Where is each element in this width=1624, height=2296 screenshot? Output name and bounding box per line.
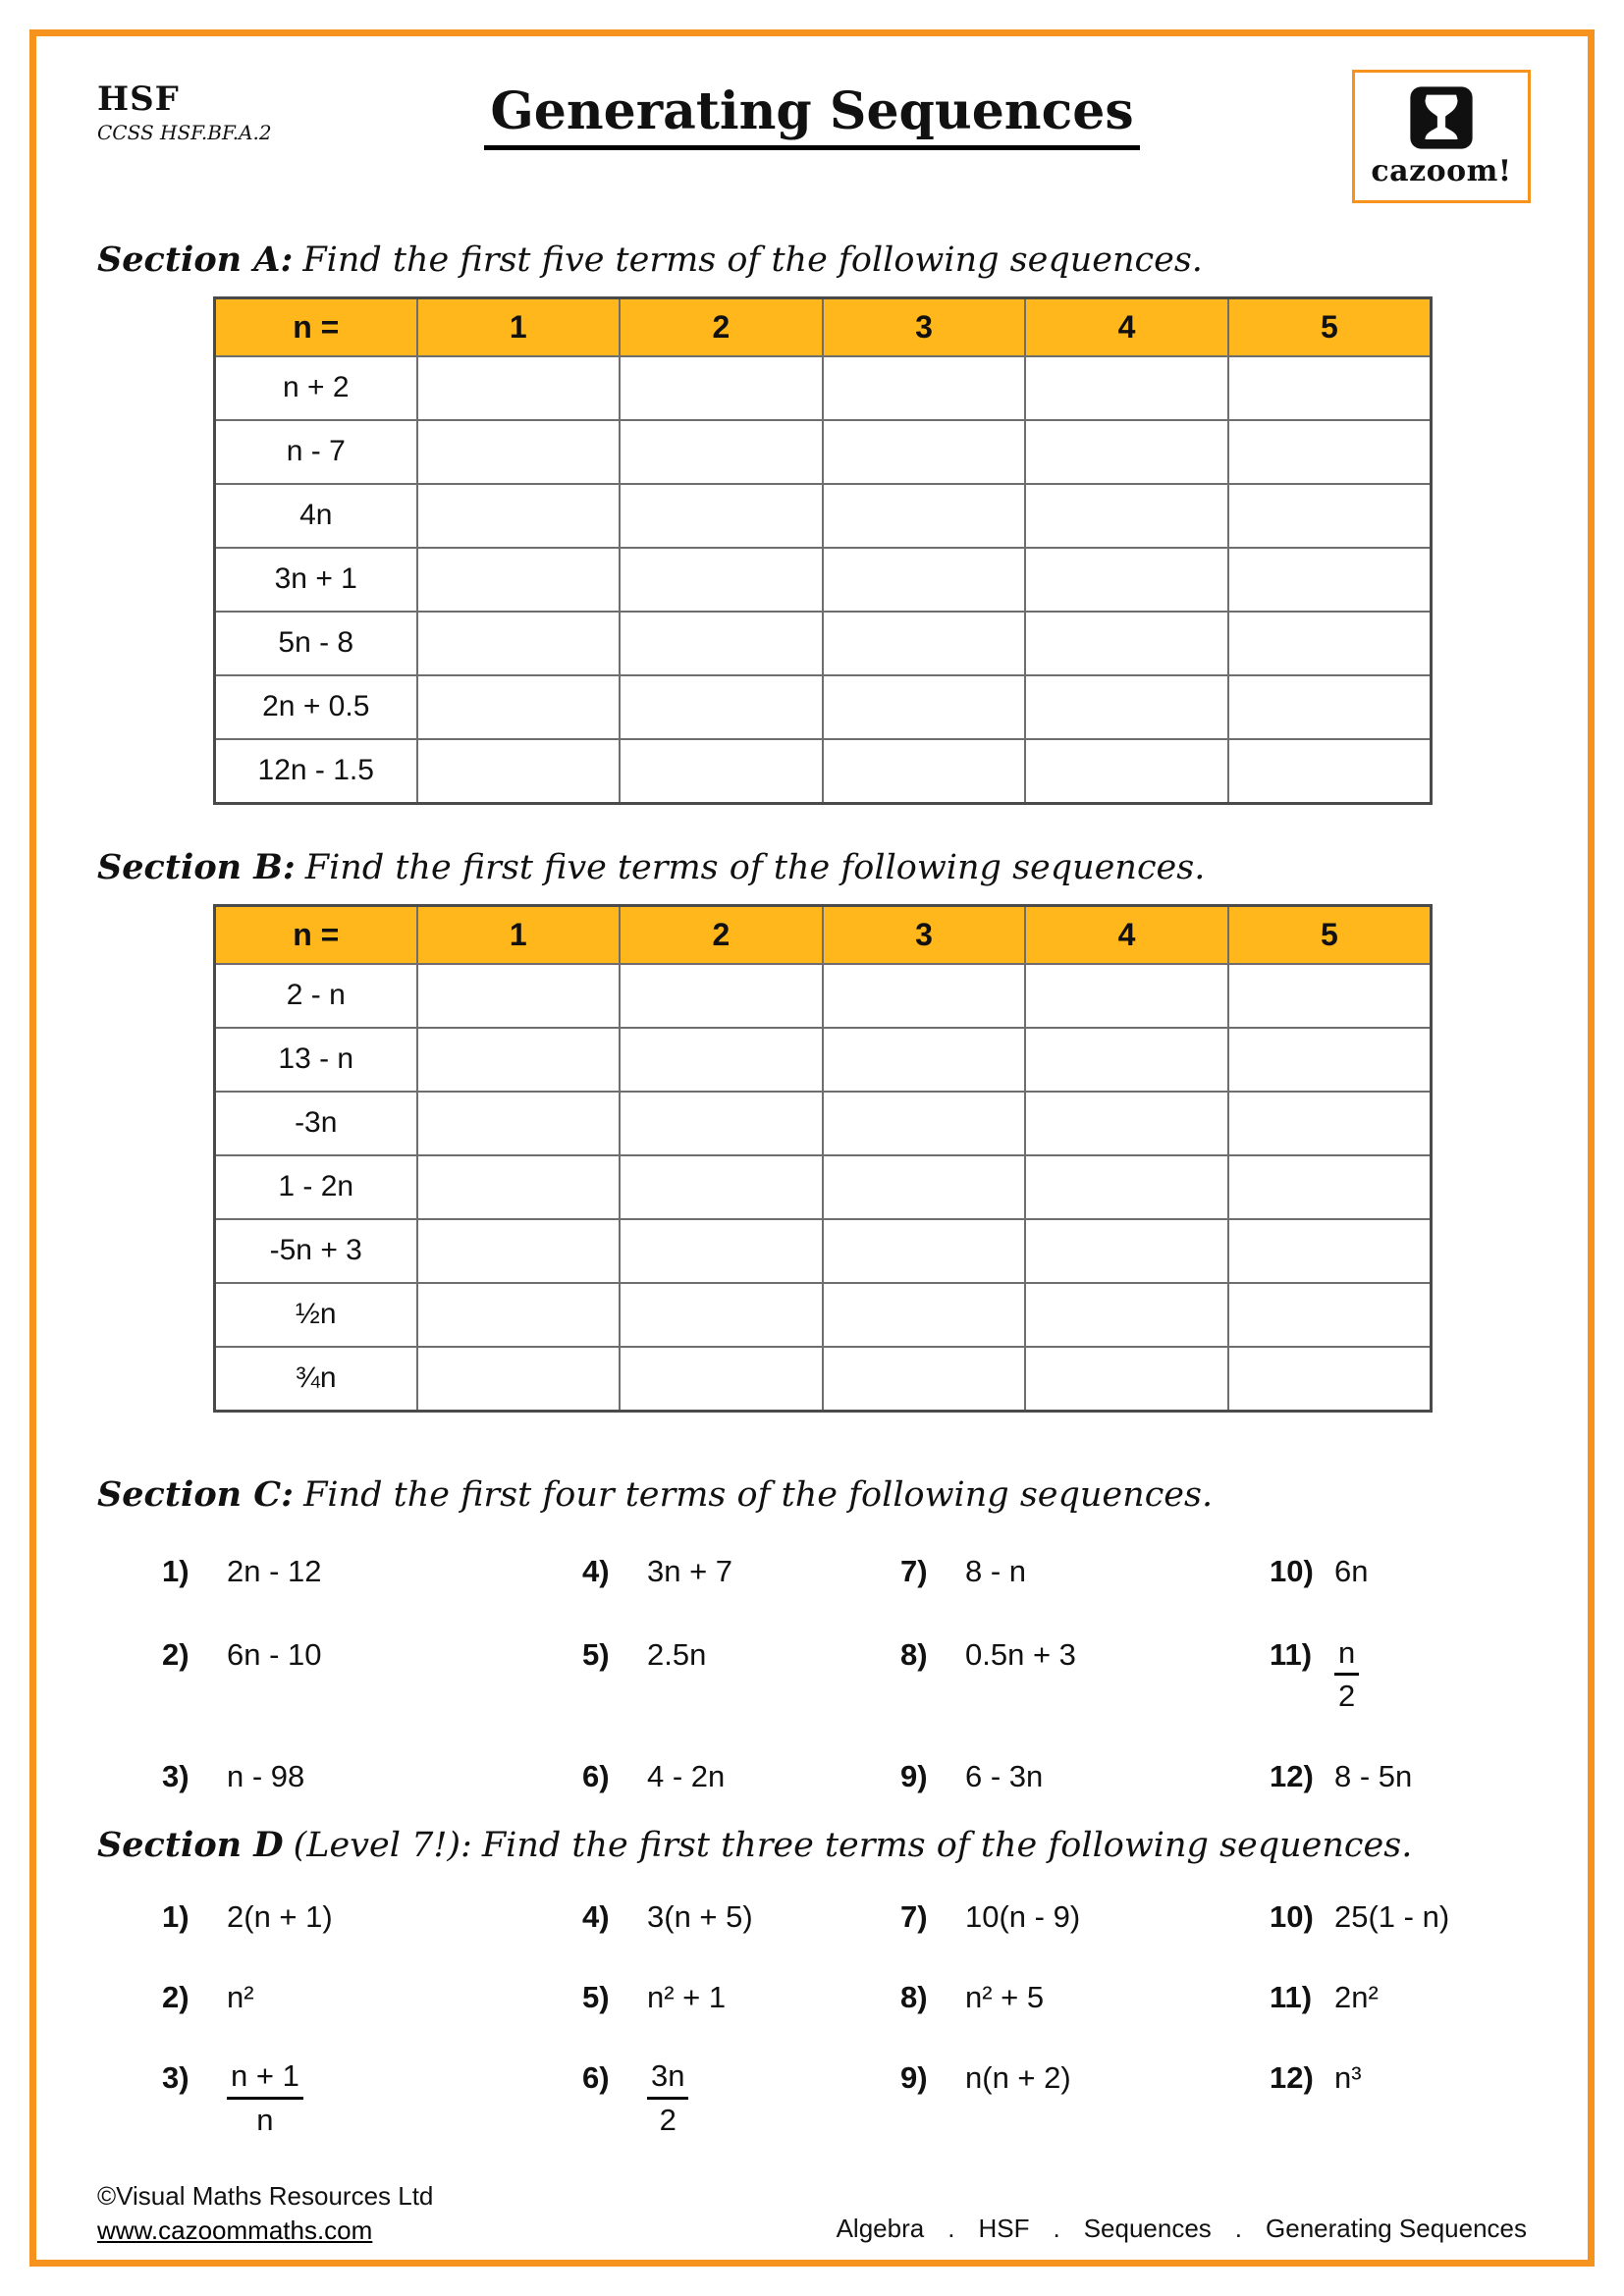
item-expression: 6 - 3n (965, 1758, 1044, 1793)
item-number: 8) (900, 1636, 928, 1672)
answer-cell (620, 1283, 823, 1347)
section-a-instruction: Find the first five terms of the following sequences. (302, 240, 1203, 280)
title-wrap (91, 70, 1533, 150)
list-item (900, 1757, 1270, 1796)
code-label: HSF (97, 80, 180, 119)
table-row (215, 739, 1432, 804)
fraction-expression (647, 2058, 688, 2137)
section-a-label: Section A: (97, 240, 294, 280)
list-item (900, 2058, 1270, 2098)
item-expression: 0.5n + 3 (965, 1636, 1076, 1672)
answer-cell (417, 1092, 621, 1155)
item-expression: 3n + 7 (647, 1554, 733, 1589)
column-header-n: n = (215, 297, 417, 356)
item-expression: 4 - 2n (647, 1758, 726, 1793)
sequence-expression: ¾n (215, 1347, 417, 1412)
list-item (1270, 1757, 1533, 1796)
item-number: 11) (1270, 1636, 1313, 1672)
answer-cell (620, 420, 823, 484)
list-item (1270, 1897, 1533, 1937)
answer-cell (823, 1347, 1026, 1412)
ccss-label: CCSS HSF.BF.A.2 (97, 121, 272, 144)
item-expression: n³ (1334, 2060, 1362, 2096)
item-number: 3) (162, 2060, 189, 2096)
table-row (215, 484, 1432, 548)
list-item (1270, 1552, 1533, 1591)
answer-cell (1025, 964, 1228, 1028)
list-item (582, 1635, 900, 1675)
fraction-denominator: 2 (1338, 1679, 1356, 1714)
item-number: 6) (582, 2060, 610, 2096)
answer-cell (1025, 484, 1228, 548)
answer-cell (1025, 1347, 1228, 1412)
section-d-heading (97, 1824, 1533, 1868)
fraction-numerator: 3n (647, 2058, 688, 2100)
answer-cell (1228, 484, 1432, 548)
answer-cell (1228, 1028, 1432, 1092)
item-number: 3) (162, 1758, 189, 1793)
answer-cell (1025, 675, 1228, 739)
item-expression: 2n - 12 (227, 1554, 322, 1589)
item-expression: n² + 1 (647, 1980, 727, 2015)
table-row (215, 548, 1432, 612)
answer-cell (1025, 356, 1228, 420)
answer-cell (1228, 612, 1432, 675)
item-expression: 25(1 - n) (1334, 1898, 1450, 1934)
item-number: 7) (900, 1898, 928, 1934)
item-number: 10) (1270, 1554, 1314, 1589)
table-row (215, 612, 1432, 675)
fraction-numerator: n (1334, 1635, 1359, 1677)
answer-cell (1228, 964, 1432, 1028)
answer-cell (620, 1092, 823, 1155)
list-item (1270, 1635, 1533, 1714)
answer-cell (1228, 1092, 1432, 1155)
section-a-heading (97, 239, 1533, 283)
table-row (215, 1219, 1432, 1283)
breadcrumb-item: Algebra (836, 2214, 925, 2243)
answer-cell (1228, 1155, 1432, 1219)
sequence-expression: ½n (215, 1283, 417, 1347)
answer-cell (1228, 420, 1432, 484)
sequence-expression: 1 - 2n (215, 1155, 417, 1219)
answer-cell (620, 612, 823, 675)
answer-cell (620, 484, 823, 548)
breadcrumb-item: HSF (978, 2214, 1030, 2243)
answer-cell (417, 1219, 621, 1283)
standard-code-block (97, 80, 272, 144)
sequence-expression: n - 7 (215, 420, 417, 484)
answer-cell (417, 1283, 621, 1347)
item-expression: n - 98 (227, 1758, 305, 1793)
fraction-denominator: n (256, 2103, 274, 2138)
table-row (215, 1028, 1432, 1092)
list-item (900, 1635, 1270, 1675)
sequence-expression: 5n - 8 (215, 612, 417, 675)
section-b-table (213, 904, 1433, 1413)
table-row (215, 1155, 1432, 1219)
item-number: 11) (1270, 1980, 1313, 2015)
answer-cell (417, 484, 621, 548)
answer-cell (1228, 1283, 1432, 1347)
list-item (582, 1897, 900, 1937)
list-item (900, 1897, 1270, 1937)
item-number: 8) (900, 1980, 928, 2015)
answer-cell (823, 1155, 1026, 1219)
sequence-expression: 3n + 1 (215, 548, 417, 612)
section-a-table (213, 296, 1433, 805)
item-expression: 2(n + 1) (227, 1898, 333, 1934)
item-number: 4) (582, 1898, 610, 1934)
breadcrumb-separator: . (1234, 2214, 1243, 2243)
table-row (215, 1092, 1432, 1155)
drum-icon (1409, 85, 1474, 150)
breadcrumb (837, 2214, 1527, 2246)
item-number: 5) (582, 1636, 610, 1672)
section-c-instruction: Find the first four terms of the following sequences. (303, 1474, 1214, 1515)
answer-cell (620, 356, 823, 420)
answer-cell (1025, 1219, 1228, 1283)
sequence-expression: 4n (215, 484, 417, 548)
item-number: 6) (582, 1758, 610, 1793)
list-item (162, 2058, 582, 2137)
item-expression: 2n² (1334, 1980, 1379, 2015)
answer-cell (1025, 1283, 1228, 1347)
list-item (162, 1897, 582, 1937)
item-number: 10) (1270, 1898, 1314, 1934)
item-expression: 2.5n (647, 1636, 707, 1672)
breadcrumb-item: Generating Sequences (1266, 2214, 1527, 2243)
section-b-label: Section B: (97, 846, 296, 887)
worksheet-content (36, 36, 1588, 2260)
item-expression: 6n (1334, 1554, 1369, 1589)
answer-cell (1228, 1219, 1432, 1283)
breadcrumb-separator: . (947, 2214, 955, 2243)
fraction-denominator: 2 (659, 2103, 677, 2138)
item-number: 9) (900, 1758, 928, 1793)
answer-cell (620, 739, 823, 804)
sequence-expression: 2 - n (215, 964, 417, 1028)
answer-cell (1025, 548, 1228, 612)
breadcrumb-item: Sequences (1083, 2214, 1212, 2243)
answer-cell (417, 420, 621, 484)
sequence-expression: 12n - 1.5 (215, 739, 417, 804)
answer-cell (417, 739, 621, 804)
column-header: 2 (620, 297, 823, 356)
sequence-expression: -5n + 3 (215, 1219, 417, 1283)
column-header: 5 (1228, 297, 1432, 356)
column-header-n: n = (215, 905, 417, 964)
breadcrumb-separator: . (1053, 2214, 1060, 2243)
item-expression: n(n + 2) (965, 2060, 1071, 2096)
answer-cell (1025, 612, 1228, 675)
copyright-text: ©Visual Maths Resources Ltd (97, 2181, 434, 2211)
answer-cell (823, 739, 1026, 804)
answer-cell (1025, 739, 1228, 804)
answer-cell (1025, 1092, 1228, 1155)
item-expression: 8 - 5n (1334, 1758, 1413, 1793)
table-row (215, 964, 1432, 1028)
item-number: 12) (1270, 2060, 1314, 2096)
answer-cell (823, 675, 1026, 739)
answer-cell (417, 612, 621, 675)
answer-cell (1025, 420, 1228, 484)
answer-cell (620, 1347, 823, 1412)
sequence-expression: 13 - n (215, 1028, 417, 1092)
list-item (900, 1552, 1270, 1591)
section-d-instruction: Find the first three terms of the following sequences. (481, 1826, 1413, 1866)
answer-cell (417, 1028, 621, 1092)
list-item (1270, 1978, 1533, 2017)
answer-cell (823, 356, 1026, 420)
item-number: 5) (582, 1980, 610, 2015)
table-row (215, 675, 1432, 739)
header (91, 70, 1533, 209)
column-header: 2 (620, 905, 823, 964)
column-header: 3 (823, 297, 1026, 356)
item-expression: 8 - n (965, 1554, 1027, 1589)
list-item (582, 2058, 900, 2137)
answer-cell (1228, 1347, 1432, 1412)
item-number: 7) (900, 1554, 928, 1589)
item-number: 4) (582, 1554, 610, 1589)
item-expression: 3(n + 5) (647, 1898, 753, 1934)
answer-cell (417, 356, 621, 420)
column-header: 5 (1228, 905, 1432, 964)
item-expression: 10(n - 9) (965, 1898, 1081, 1934)
answer-cell (620, 964, 823, 1028)
table-row (215, 420, 1432, 484)
fraction-expression (1334, 1635, 1359, 1714)
answer-cell (417, 1347, 621, 1412)
section-b-instruction: Find the first five terms of the following sequences. (304, 847, 1206, 887)
item-number: 12) (1270, 1758, 1314, 1793)
answer-cell (1228, 548, 1432, 612)
column-header: 3 (823, 905, 1026, 964)
answer-cell (417, 1155, 621, 1219)
section-c-heading (97, 1473, 1533, 1518)
item-number: 2) (162, 1636, 189, 1672)
answer-cell (620, 548, 823, 612)
answer-cell (823, 964, 1026, 1028)
section-c-label: Section C: (97, 1473, 295, 1515)
item-number: 1) (162, 1554, 189, 1589)
list-item (582, 1757, 900, 1796)
answer-cell (823, 1219, 1026, 1283)
answer-cell (823, 1092, 1026, 1155)
list-item (582, 1978, 900, 2017)
column-header: 4 (1025, 905, 1228, 964)
answer-cell (1025, 1028, 1228, 1092)
table-row (215, 356, 1432, 420)
list-item (1270, 2058, 1533, 2098)
fraction-expression (227, 2058, 303, 2137)
sequence-expression: n + 2 (215, 356, 417, 420)
section-d-level-note: (Level 7!): (293, 1826, 472, 1866)
table-header-row (215, 905, 1432, 964)
column-header: 1 (417, 905, 621, 964)
list-item (162, 1635, 582, 1675)
item-expression: 6n - 10 (227, 1636, 322, 1672)
item-expression: n² (227, 1980, 254, 2015)
answer-cell (1228, 356, 1432, 420)
answer-cell (823, 548, 1026, 612)
section-d-label: Section D (97, 1825, 284, 1866)
footer (97, 2181, 1527, 2246)
answer-cell (620, 1219, 823, 1283)
list-item (900, 1978, 1270, 2017)
answer-cell (620, 1028, 823, 1092)
list-item (162, 1552, 582, 1591)
answer-cell (417, 548, 621, 612)
answer-cell (823, 1028, 1026, 1092)
answer-cell (823, 420, 1026, 484)
list-item (162, 1978, 582, 2017)
sequence-expression: -3n (215, 1092, 417, 1155)
item-number: 2) (162, 1980, 189, 2015)
section-b-heading (97, 846, 1533, 890)
column-header: 4 (1025, 297, 1228, 356)
answer-cell (823, 484, 1026, 548)
answer-cell (823, 612, 1026, 675)
sequence-expression: 2n + 0.5 (215, 675, 417, 739)
page-title: Generating Sequences (484, 81, 1139, 150)
table-header-row (215, 297, 1432, 356)
table-row (215, 1347, 1432, 1412)
answer-cell (1025, 1155, 1228, 1219)
section-c-items (162, 1552, 1533, 1796)
section-d-items (162, 1897, 1533, 2138)
footer-left (97, 2181, 433, 2246)
column-header: 1 (417, 297, 621, 356)
logo-text: cazoom! (1371, 153, 1512, 188)
list-item (162, 1757, 582, 1796)
website-link[interactable]: www.cazoommaths.com (97, 2216, 373, 2245)
table-row (215, 1283, 1432, 1347)
item-expression: n² + 5 (965, 1980, 1045, 2015)
fraction-numerator: n + 1 (227, 2058, 303, 2100)
answer-cell (417, 964, 621, 1028)
item-number: 9) (900, 2060, 928, 2096)
answer-cell (1228, 739, 1432, 804)
answer-cell (620, 675, 823, 739)
answer-cell (417, 675, 621, 739)
answer-cell (620, 1155, 823, 1219)
answer-cell (1228, 675, 1432, 739)
cazoom-logo (1352, 70, 1531, 203)
list-item (582, 1552, 900, 1591)
answer-cell (823, 1283, 1026, 1347)
item-number: 1) (162, 1898, 189, 1934)
